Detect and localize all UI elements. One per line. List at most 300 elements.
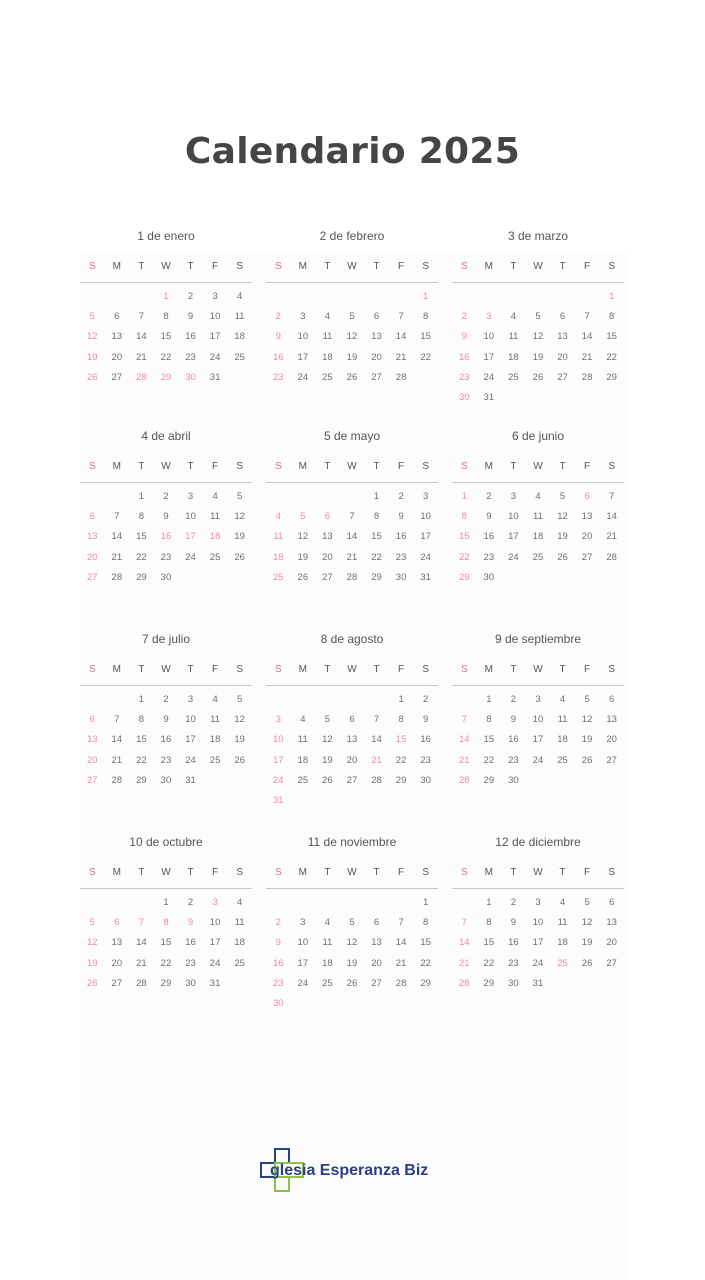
day-cell: 2 bbox=[163, 491, 169, 502]
empty-cell bbox=[291, 690, 316, 710]
day-cell: 13 bbox=[111, 937, 123, 949]
empty-cell bbox=[340, 487, 365, 507]
day-cell: 7 bbox=[461, 917, 467, 929]
day-cell: 20 bbox=[606, 937, 617, 949]
day-cell: 7 bbox=[609, 491, 615, 502]
month-calendar bbox=[266, 835, 438, 1014]
day-cell: 9 bbox=[275, 937, 281, 949]
day-cell: 6 bbox=[114, 917, 120, 929]
day-cell: 27 bbox=[371, 371, 382, 383]
day-cell: 8 bbox=[163, 917, 169, 929]
weekday-label: S bbox=[460, 664, 468, 675]
day-cell: 31 bbox=[209, 371, 221, 383]
day-cell: 3 bbox=[212, 291, 218, 302]
day-cell: 2 bbox=[187, 291, 194, 302]
day-cell: 17 bbox=[185, 734, 196, 746]
day-cell: 16 bbox=[395, 531, 407, 543]
empty-cell bbox=[364, 690, 389, 710]
day-cell: 16 bbox=[483, 531, 495, 543]
day-cell: 4 bbox=[212, 694, 218, 705]
day-cell: 25 bbox=[557, 957, 568, 969]
day-cell: 4 bbox=[212, 491, 218, 502]
weekday-label: T bbox=[187, 867, 194, 878]
day-cell: 10 bbox=[483, 331, 495, 343]
day-cell: 15 bbox=[160, 937, 172, 949]
day-cell: 8 bbox=[398, 714, 404, 726]
day-cell: 22 bbox=[420, 957, 431, 969]
day-cell: 19 bbox=[346, 351, 358, 363]
empty-cell bbox=[550, 287, 575, 307]
day-cell: 31 bbox=[209, 977, 221, 989]
day-cell: 4 bbox=[324, 311, 331, 323]
day-cell: 2 bbox=[163, 694, 169, 705]
weekday-label: T bbox=[510, 867, 517, 878]
empty-cell bbox=[452, 690, 477, 710]
day-grid bbox=[266, 287, 438, 388]
day-cell: 31 bbox=[420, 571, 431, 583]
day-cell: 11 bbox=[297, 734, 308, 746]
empty-cell bbox=[105, 893, 130, 913]
day-cell: 22 bbox=[371, 551, 382, 563]
day-cell: 24 bbox=[209, 351, 221, 363]
empty-cell bbox=[315, 287, 340, 307]
day-cell: 28 bbox=[111, 571, 123, 583]
day-cell: 7 bbox=[349, 511, 355, 523]
weekday-label: T bbox=[187, 664, 194, 675]
day-cell: 29 bbox=[136, 774, 147, 786]
day-cell: 8 bbox=[138, 511, 145, 523]
day-cell: 23 bbox=[272, 977, 284, 989]
empty-cell bbox=[105, 287, 130, 307]
day-cell: 28 bbox=[458, 774, 470, 786]
day-cell: 20 bbox=[371, 351, 382, 363]
weekday-label: F bbox=[584, 867, 591, 878]
empty-cell bbox=[266, 893, 291, 913]
weekday-label: T bbox=[373, 261, 380, 272]
day-cell: 26 bbox=[557, 551, 568, 563]
month-calendar bbox=[80, 632, 252, 791]
day-cell: 26 bbox=[532, 371, 544, 383]
month-title: 12 de diciembre bbox=[495, 835, 581, 849]
day-cell: 14 bbox=[395, 937, 407, 949]
weekday-label: W bbox=[161, 664, 171, 675]
empty-cell bbox=[526, 287, 551, 307]
weekday-label: W bbox=[161, 461, 171, 472]
empty-cell bbox=[315, 487, 340, 507]
day-cell: 13 bbox=[557, 331, 568, 343]
day-cell: 8 bbox=[423, 311, 429, 323]
day-cell: 3 bbox=[300, 311, 306, 323]
day-cell: 24 bbox=[508, 551, 519, 563]
day-cell: 26 bbox=[234, 551, 245, 563]
day-cell: 30 bbox=[185, 977, 196, 989]
weekday-label: S bbox=[88, 867, 96, 878]
day-cell: 26 bbox=[581, 754, 593, 766]
weekday-label: W bbox=[347, 461, 357, 472]
day-cell: 14 bbox=[111, 734, 123, 746]
day-cell: 7 bbox=[584, 311, 590, 323]
day-cell: 4 bbox=[275, 511, 281, 523]
day-grid bbox=[452, 287, 624, 408]
day-cell: 24 bbox=[185, 551, 196, 563]
weekday-label: M bbox=[112, 664, 122, 675]
month-title: 8 de agosto bbox=[320, 632, 384, 646]
weekday-label: S bbox=[608, 867, 615, 878]
day-cell: 28 bbox=[371, 774, 382, 786]
month-title: 11 de noviembre bbox=[307, 835, 397, 849]
day-cell: 19 bbox=[234, 531, 245, 543]
day-cell: 8 bbox=[373, 511, 380, 523]
day-cell: 27 bbox=[557, 371, 568, 383]
day-cell: 1 bbox=[423, 897, 429, 908]
day-cell: 28 bbox=[395, 371, 407, 383]
weekday-label: S bbox=[460, 867, 468, 878]
day-cell: 15 bbox=[420, 937, 431, 949]
month-calendar bbox=[80, 429, 252, 588]
day-cell: 30 bbox=[272, 997, 284, 1009]
day-cell: 26 bbox=[86, 977, 98, 989]
day-cell: 12 bbox=[297, 531, 309, 543]
day-cell: 25 bbox=[322, 371, 333, 383]
weekday-header bbox=[266, 663, 438, 686]
weekday-label: M bbox=[298, 461, 308, 472]
day-cell: 6 bbox=[324, 511, 331, 523]
day-cell: 19 bbox=[581, 937, 593, 949]
day-cell: 1 bbox=[461, 491, 467, 502]
day-cell: 14 bbox=[136, 331, 147, 343]
weekday-label: F bbox=[212, 664, 219, 675]
day-cell: 22 bbox=[136, 551, 147, 563]
day-cell: 26 bbox=[297, 571, 309, 583]
weekday-label: S bbox=[422, 461, 429, 472]
weekday-header bbox=[452, 260, 624, 283]
day-cell: 12 bbox=[532, 331, 544, 343]
weekday-label: F bbox=[398, 261, 405, 272]
day-cell: 28 bbox=[606, 551, 617, 563]
day-cell: 4 bbox=[300, 714, 306, 726]
day-cell: 23 bbox=[395, 551, 407, 563]
day-cell: 13 bbox=[322, 531, 333, 543]
empty-cell bbox=[105, 487, 130, 507]
day-grid bbox=[266, 487, 438, 588]
empty-cell bbox=[364, 893, 389, 913]
weekday-label: T bbox=[324, 261, 331, 272]
day-cell: 26 bbox=[322, 774, 333, 786]
month-title: 6 de junio bbox=[511, 429, 565, 443]
day-cell: 8 bbox=[461, 511, 467, 523]
weekday-label: S bbox=[236, 461, 243, 472]
day-cell: 21 bbox=[111, 551, 123, 563]
weekday-label: F bbox=[584, 664, 591, 675]
day-grid bbox=[452, 893, 624, 994]
weekday-label: S bbox=[88, 461, 96, 472]
day-cell: 18 bbox=[532, 531, 544, 543]
day-cell: 6 bbox=[609, 694, 615, 705]
day-cell: 9 bbox=[163, 511, 169, 523]
weekday-label: M bbox=[484, 867, 494, 878]
weekday-header bbox=[452, 460, 624, 483]
weekday-label: S bbox=[608, 461, 615, 472]
day-cell: 18 bbox=[209, 734, 221, 746]
weekday-label: T bbox=[324, 461, 331, 472]
weekday-label: S bbox=[236, 867, 243, 878]
day-cell: 12 bbox=[581, 917, 593, 929]
weekday-label: W bbox=[347, 664, 357, 675]
day-cell: 10 bbox=[185, 714, 196, 726]
day-cell: 18 bbox=[557, 734, 568, 746]
day-cell: 20 bbox=[581, 531, 593, 543]
month-title: 1 de enero bbox=[137, 229, 195, 243]
day-cell: 3 bbox=[535, 694, 541, 705]
day-cell: 17 bbox=[483, 351, 495, 363]
day-cell: 17 bbox=[532, 734, 544, 746]
weekday-label: M bbox=[484, 261, 494, 272]
day-cell: 14 bbox=[395, 331, 407, 343]
day-cell: 18 bbox=[322, 351, 333, 363]
day-cell: 17 bbox=[209, 331, 221, 343]
weekday-label: F bbox=[584, 261, 591, 272]
day-cell: 17 bbox=[508, 531, 519, 543]
day-cell: 30 bbox=[458, 391, 470, 403]
day-cell: 6 bbox=[114, 311, 120, 323]
empty-cell bbox=[266, 690, 291, 710]
empty-cell bbox=[105, 690, 130, 710]
weekday-label: M bbox=[298, 867, 308, 878]
weekday-label: W bbox=[347, 867, 357, 878]
day-cell: 10 bbox=[297, 937, 309, 949]
month-title: 2 de febrero bbox=[319, 229, 385, 243]
day-cell: 1 bbox=[398, 694, 404, 705]
weekday-label: F bbox=[212, 461, 219, 472]
day-cell: 28 bbox=[395, 977, 407, 989]
month-calendar bbox=[452, 429, 624, 588]
day-cell: 10 bbox=[209, 917, 221, 929]
day-cell: 12 bbox=[86, 937, 98, 949]
day-cell: 24 bbox=[297, 977, 309, 989]
day-cell: 21 bbox=[136, 351, 147, 363]
day-cell: 29 bbox=[395, 774, 407, 786]
day-cell: 11 bbox=[508, 331, 519, 343]
day-cell: 2 bbox=[423, 694, 429, 705]
day-grid bbox=[266, 893, 438, 1014]
day-cell: 4 bbox=[535, 491, 541, 502]
day-cell: 21 bbox=[581, 351, 593, 363]
page-title: Calendario 2025 bbox=[184, 131, 521, 172]
day-cell: 5 bbox=[237, 491, 243, 502]
empty-cell bbox=[129, 287, 154, 307]
day-cell: 17 bbox=[297, 351, 309, 363]
day-cell: 19 bbox=[532, 351, 544, 363]
day-cell: 12 bbox=[86, 331, 98, 343]
weekday-label: W bbox=[533, 867, 543, 878]
day-cell: 20 bbox=[371, 957, 382, 969]
day-cell: 12 bbox=[322, 734, 333, 746]
month-calendar bbox=[266, 229, 438, 388]
weekday-label: W bbox=[347, 261, 357, 272]
day-cell: 30 bbox=[508, 977, 519, 989]
month-calendar bbox=[80, 229, 252, 388]
day-cell: 21 bbox=[371, 754, 382, 766]
day-cell: 12 bbox=[346, 331, 358, 343]
empty-cell bbox=[266, 287, 291, 307]
day-cell: 17 bbox=[185, 531, 196, 543]
day-cell: 27 bbox=[86, 774, 98, 786]
day-cell: 22 bbox=[483, 754, 495, 766]
weekday-label: T bbox=[187, 461, 194, 472]
day-cell: 12 bbox=[234, 511, 245, 523]
day-cell: 1 bbox=[138, 491, 145, 502]
day-cell: 16 bbox=[272, 351, 284, 363]
empty-cell bbox=[291, 487, 316, 507]
day-cell: 17 bbox=[420, 531, 431, 543]
day-cell: 29 bbox=[483, 977, 495, 989]
day-cell: 19 bbox=[557, 531, 568, 543]
day-cell: 16 bbox=[185, 937, 196, 949]
day-cell: 1 bbox=[373, 491, 380, 502]
day-cell: 16 bbox=[420, 734, 431, 746]
weekday-header bbox=[266, 866, 438, 889]
weekday-label: S bbox=[422, 867, 429, 878]
weekday-header bbox=[266, 260, 438, 283]
weekday-label: W bbox=[533, 461, 543, 472]
month-calendar bbox=[266, 429, 438, 588]
day-cell: 3 bbox=[486, 311, 492, 323]
day-cell: 11 bbox=[533, 511, 543, 523]
day-cell: 22 bbox=[136, 754, 147, 766]
empty-cell bbox=[389, 287, 414, 307]
day-cell: 30 bbox=[160, 774, 172, 786]
day-cell: 13 bbox=[606, 714, 617, 726]
day-cell: 21 bbox=[395, 957, 407, 969]
day-cell: 5 bbox=[89, 311, 95, 323]
day-cell: 28 bbox=[136, 977, 147, 989]
day-cell: 14 bbox=[136, 937, 147, 949]
day-cell: 5 bbox=[535, 311, 541, 323]
day-cell: 27 bbox=[346, 774, 358, 786]
empty-cell bbox=[340, 893, 365, 913]
day-cell: 30 bbox=[508, 774, 519, 786]
day-cell: 4 bbox=[237, 291, 243, 302]
day-cell: 28 bbox=[346, 571, 358, 583]
weekday-label: M bbox=[112, 261, 122, 272]
day-cell: 20 bbox=[86, 754, 98, 766]
day-cell: 20 bbox=[346, 754, 358, 766]
logo-text: glesia Esperanza Biz bbox=[270, 1162, 429, 1179]
empty-cell bbox=[291, 287, 316, 307]
month-calendar bbox=[266, 632, 438, 811]
day-cell: 20 bbox=[322, 551, 333, 563]
day-cell: 30 bbox=[160, 571, 172, 583]
weekday-label: W bbox=[533, 261, 543, 272]
weekday-label: M bbox=[112, 461, 122, 472]
day-cell: 13 bbox=[581, 511, 593, 523]
day-cell: 10 bbox=[209, 311, 221, 323]
weekday-header bbox=[80, 866, 252, 889]
day-cell: 29 bbox=[160, 371, 172, 383]
empty-cell bbox=[501, 287, 526, 307]
day-cell: 21 bbox=[458, 957, 470, 969]
day-cell: 10 bbox=[532, 917, 544, 929]
day-cell: 24 bbox=[209, 957, 221, 969]
day-cell: 18 bbox=[508, 351, 519, 363]
day-cell: 3 bbox=[535, 897, 541, 908]
day-cell: 19 bbox=[297, 551, 309, 563]
day-cell: 31 bbox=[272, 794, 284, 806]
day-cell: 18 bbox=[322, 957, 333, 969]
day-cell: 26 bbox=[581, 957, 593, 969]
weekday-label: S bbox=[236, 664, 243, 675]
day-cell: 6 bbox=[584, 491, 590, 502]
day-cell: 28 bbox=[136, 371, 147, 383]
weekday-label: F bbox=[398, 664, 405, 675]
day-cell: 1 bbox=[609, 291, 615, 302]
day-cell: 2 bbox=[510, 897, 517, 908]
weekday-label: T bbox=[138, 867, 145, 878]
day-cell: 25 bbox=[209, 551, 221, 563]
empty-cell bbox=[291, 893, 316, 913]
weekday-label: T bbox=[324, 867, 331, 878]
day-cell: 30 bbox=[395, 571, 407, 583]
day-cell: 24 bbox=[532, 957, 544, 969]
day-grid bbox=[80, 893, 252, 994]
weekday-label: T bbox=[138, 261, 145, 272]
weekday-label: F bbox=[212, 867, 219, 878]
day-cell: 7 bbox=[114, 511, 120, 523]
day-grid bbox=[80, 690, 252, 791]
day-cell: 9 bbox=[275, 331, 281, 343]
month-title: 9 de septiembre bbox=[494, 632, 582, 646]
day-cell: 15 bbox=[136, 734, 147, 746]
day-cell: 5 bbox=[584, 897, 590, 908]
day-cell: 29 bbox=[136, 571, 147, 583]
month-title: 3 de marzo bbox=[507, 229, 569, 243]
day-cell: 23 bbox=[508, 957, 519, 969]
day-cell: 13 bbox=[371, 331, 382, 343]
day-cell: 10 bbox=[272, 734, 284, 746]
day-cell: 19 bbox=[234, 734, 245, 746]
day-cell: 29 bbox=[420, 977, 431, 989]
day-cell: 18 bbox=[234, 937, 245, 949]
day-cell: 26 bbox=[346, 977, 358, 989]
empty-cell bbox=[389, 893, 414, 913]
day-cell: 6 bbox=[609, 897, 615, 908]
day-cell: 8 bbox=[423, 917, 429, 929]
weekday-label: S bbox=[236, 261, 243, 272]
weekday-header bbox=[80, 663, 252, 686]
day-cell: 28 bbox=[111, 774, 123, 786]
weekday-label: M bbox=[112, 867, 122, 878]
day-cell: 9 bbox=[510, 917, 517, 929]
day-cell: 27 bbox=[581, 551, 593, 563]
day-cell: 2 bbox=[461, 311, 467, 323]
month-calendar bbox=[452, 632, 624, 791]
day-cell: 18 bbox=[209, 531, 221, 543]
day-cell: 23 bbox=[185, 957, 196, 969]
weekday-label: T bbox=[559, 664, 566, 675]
day-cell: 27 bbox=[606, 957, 617, 969]
day-cell: 18 bbox=[234, 331, 245, 343]
day-cell: 27 bbox=[371, 977, 382, 989]
month-title: 7 de julio bbox=[141, 632, 191, 646]
day-cell: 24 bbox=[297, 371, 309, 383]
day-cell: 7 bbox=[373, 714, 380, 726]
day-cell: 7 bbox=[461, 714, 467, 726]
empty-cell bbox=[452, 893, 477, 913]
day-cell: 14 bbox=[371, 734, 382, 746]
day-cell: 23 bbox=[160, 551, 172, 563]
day-cell: 25 bbox=[508, 371, 519, 383]
day-cell: 22 bbox=[160, 957, 172, 969]
